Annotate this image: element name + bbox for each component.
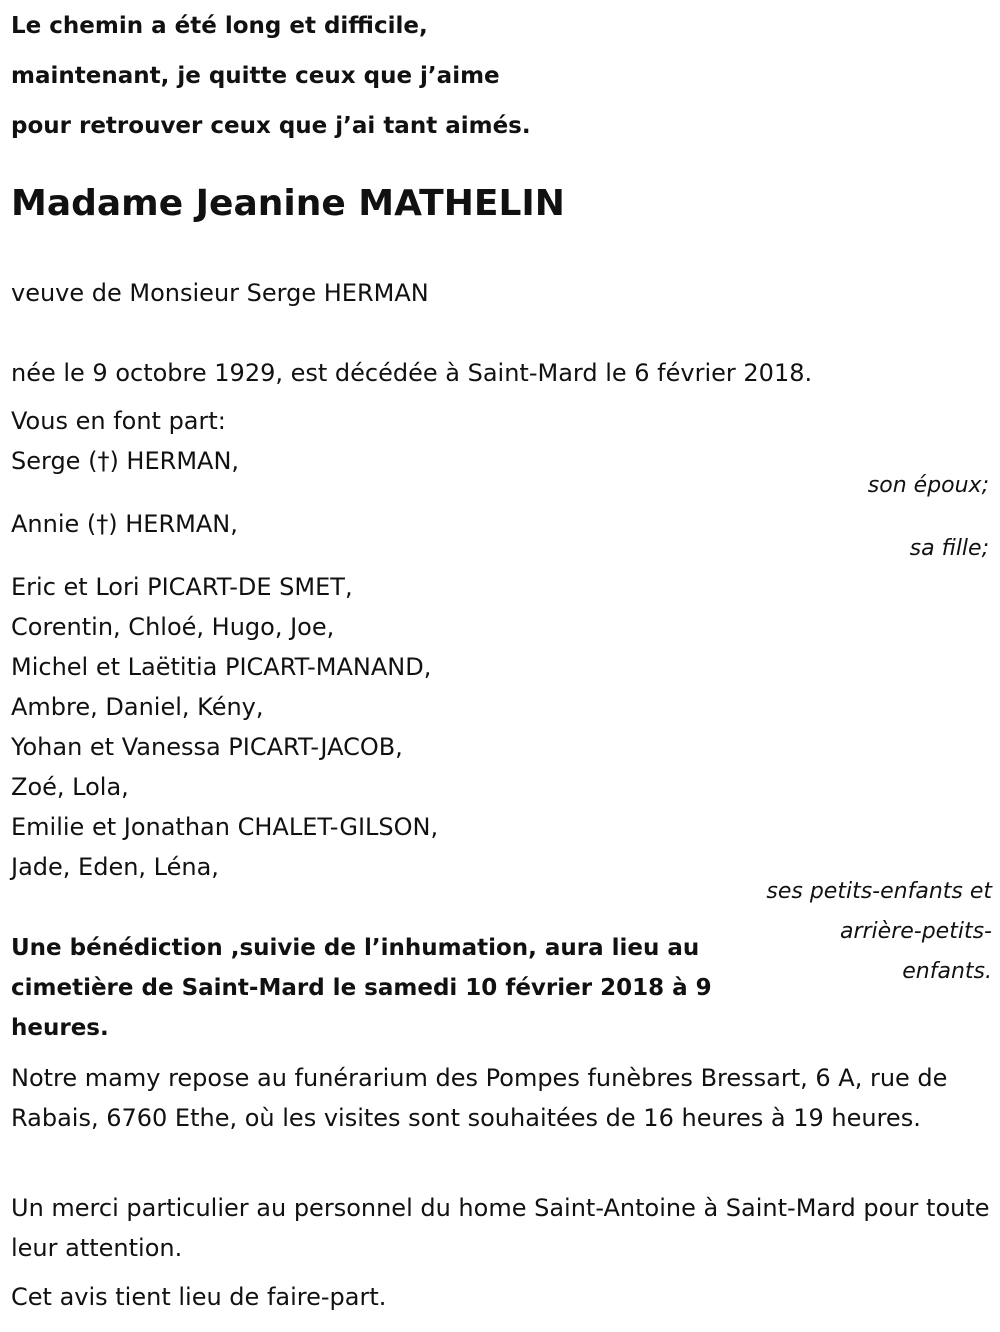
spouse-role: son époux; xyxy=(867,473,989,498)
birth-death-line: née le 9 octobre 1929, est décédée à Saint-Mard le 6 février 2018. xyxy=(11,359,813,387)
poem-line-1: Le chemin a été long et difficile, xyxy=(11,13,428,39)
grandchildren-line: Zoé, Lola, xyxy=(11,773,129,801)
grandchildren-line: Michel et Laëtitia PICART-MANAND, xyxy=(11,653,432,681)
daughter-line: Annie (†) HERMAN, xyxy=(11,510,238,538)
grandchildren-line: Corentin, Chloé, Hugo, Joe, xyxy=(11,613,335,641)
daughter-role: sa fille; xyxy=(909,536,989,561)
grandchildren-line: Eric et Lori PICART-DE SMET, xyxy=(11,573,353,601)
ceremony-announcement: Une bénédiction ,suivie de l’inhumation, aura lieu au cimetière de Saint-Mard le samedi 10 février 2018 à 9 heures. xyxy=(11,935,712,1041)
grandchildren-role: ses petits-enfants et arrière-petits-enfants. xyxy=(766,879,992,984)
spouse-line: Serge (†) HERMAN, xyxy=(11,447,240,475)
grandchildren-line: Yohan et Vanessa PICART-JACOB, xyxy=(11,733,403,761)
widow-of-line: veuve de Monsieur Serge HERMAN xyxy=(11,279,429,307)
grandchildren-line: Ambre, Daniel, Kény, xyxy=(11,693,264,721)
announcement-intro: Vous en font part: xyxy=(11,407,226,435)
grandchildren-line: Emilie et Jonathan CHALET-GILSON, xyxy=(11,813,439,841)
poem-line-2: maintenant, je quitte ceux que j’aime xyxy=(11,63,500,89)
deceased-name: Madame Jeanine MATHELIN xyxy=(11,183,565,224)
visitation-info: Notre mamy repose au funérarium des Pompes funèbres Bressart, 6 A, rue de Rabais, 6760 Ethe, où les visites sont souhaitées de 16 heures à 19 heures. xyxy=(11,1064,948,1132)
thanks-message: Un merci particulier au personnel du home Saint-Antoine à Saint-Mard pour toute leur attention. xyxy=(11,1194,990,1262)
grandchildren-line: Jade, Eden, Léna, xyxy=(11,853,219,881)
poem-line-3: pour retrouver ceux que j’ai tant aimés. xyxy=(11,113,531,139)
closing-note: Cet avis tient lieu de faire-part. xyxy=(11,1283,387,1311)
